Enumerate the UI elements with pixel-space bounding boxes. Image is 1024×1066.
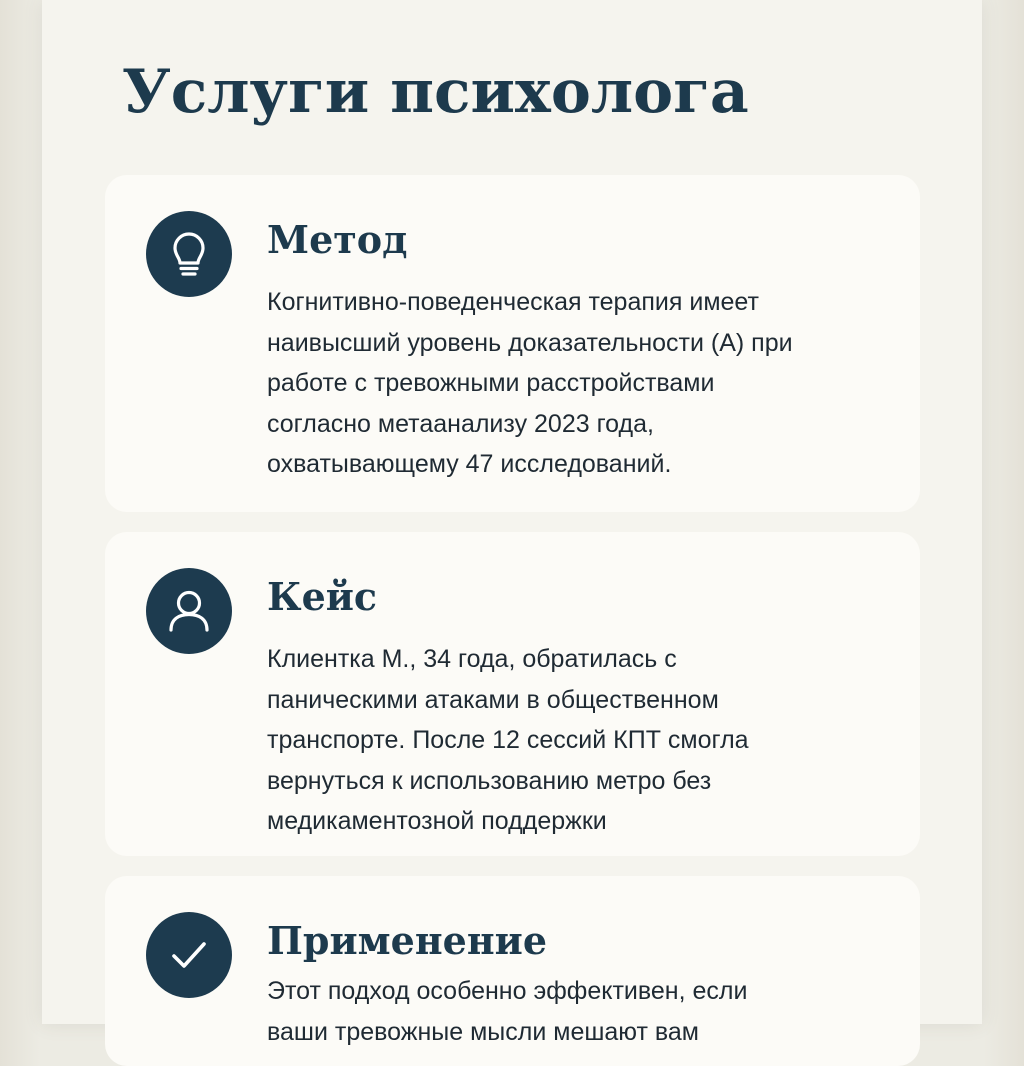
page-title: Услуги психолога [122, 57, 749, 127]
case-title: Кейс [267, 574, 378, 619]
case-text-line: паническими атаками в общественном [267, 685, 719, 714]
case-card [105, 532, 920, 856]
application-card [105, 876, 920, 1066]
application-title: Применение [267, 918, 547, 963]
case-text-line: медикаментозной поддержки [267, 807, 607, 835]
case-text-line: вернуться к использованию метро без [267, 766, 712, 795]
case-text-line: транспорте. После 12 сессий КПТ смогла [267, 726, 749, 754]
method-text [267, 282, 897, 485]
lightbulb-icon [146, 211, 232, 297]
method-text-line: наивысший уровень доказательности (А) при [267, 328, 793, 357]
method-text-line: охватывающему 47 исследований. [267, 450, 672, 478]
method-card [105, 175, 920, 512]
method-text-line: работе с тревожными расстройствами [267, 369, 715, 397]
case-text-line: Клиентка М., 34 года, обратилась с [267, 645, 677, 673]
application-text-line: ваши тревожные мысли мешают вам [267, 1017, 699, 1046]
application-text [267, 971, 897, 1052]
method-title: Метод [267, 217, 408, 262]
application-text-line: Этот подход особенно эффективен, если [267, 977, 748, 1005]
case-text [267, 639, 897, 842]
method-text-line: Когнитивно-поведенческая терапия имеет [267, 288, 759, 316]
checkmark-icon [146, 912, 232, 998]
user-icon [146, 568, 232, 654]
method-text-line: согласно метаанализу 2023 года, [267, 409, 654, 438]
page-panel [42, 0, 982, 1046]
